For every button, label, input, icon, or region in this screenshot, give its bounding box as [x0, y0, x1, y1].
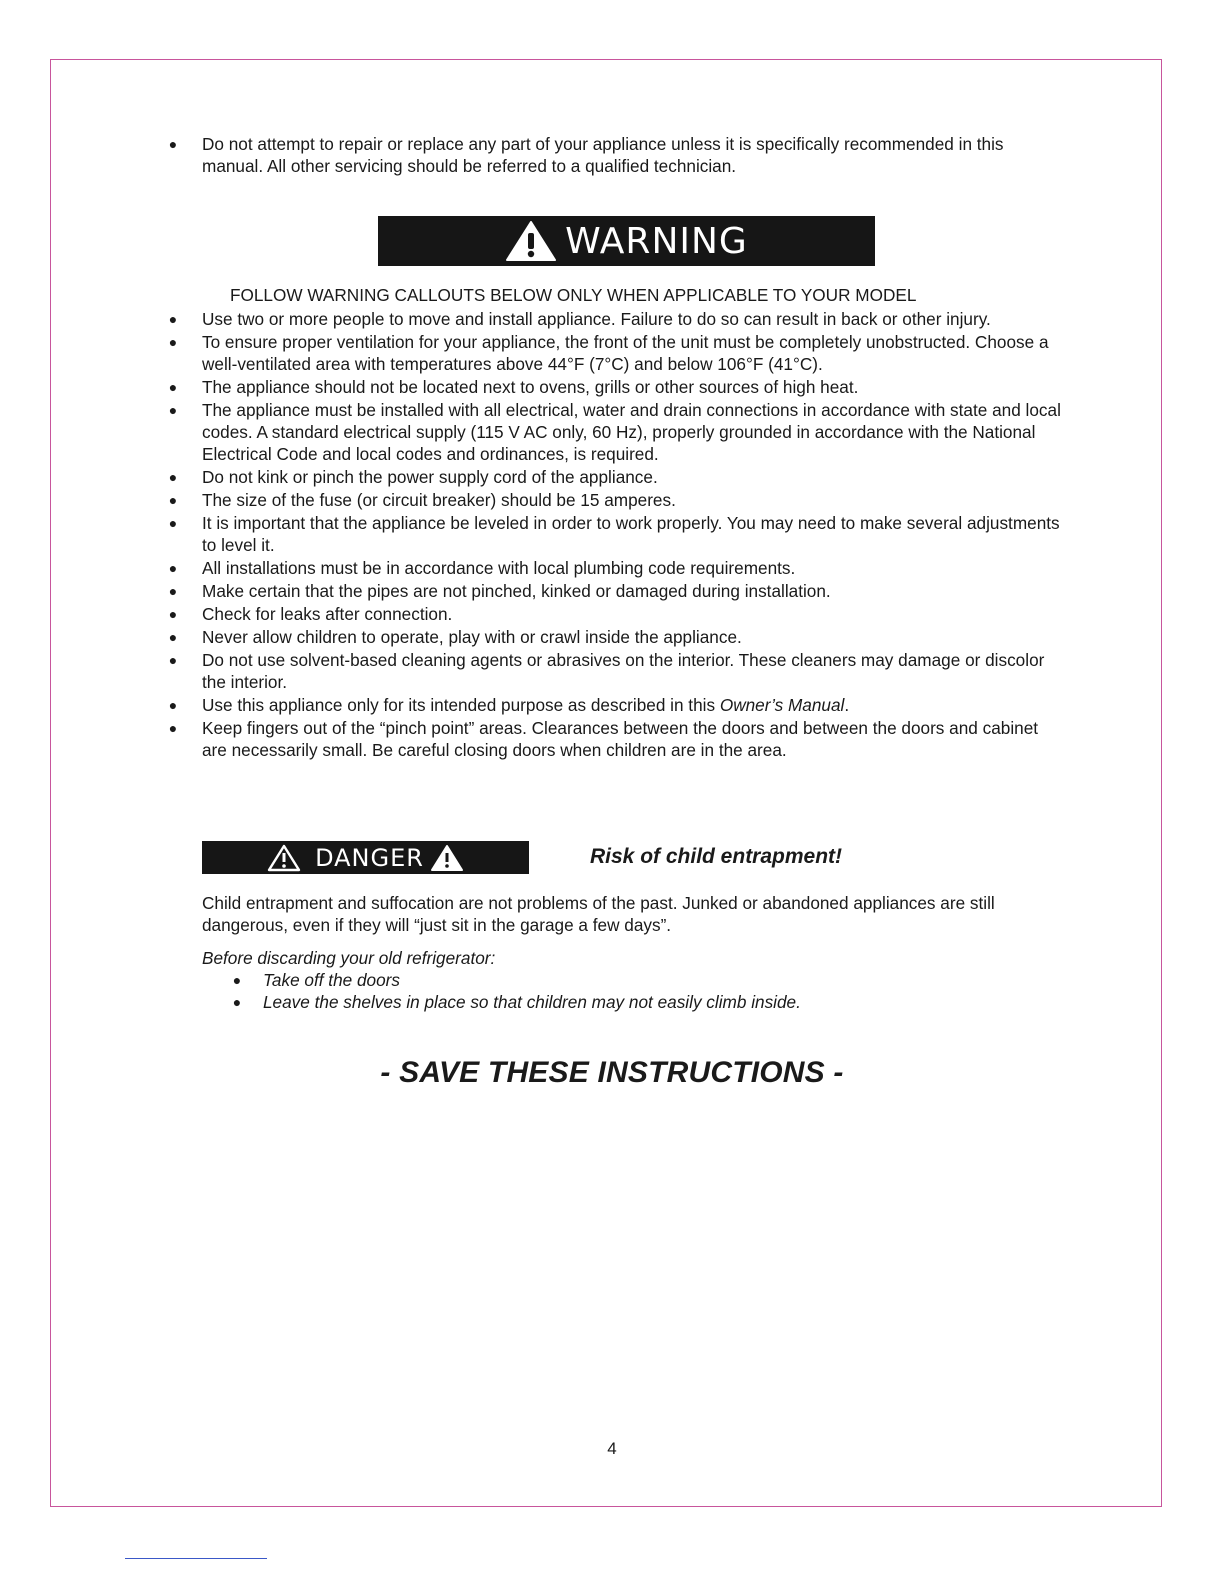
- list-item: [230, 991, 1050, 1013]
- list-item: [166, 331, 1066, 375]
- list-item: [166, 626, 1066, 648]
- list-item: [166, 717, 1066, 761]
- list-item: [166, 376, 1066, 398]
- risk-title: Risk of child entrapment!: [590, 845, 843, 868]
- warning-label: WARNING: [565, 220, 748, 262]
- warning-list: [166, 308, 1066, 762]
- bullet-icon: ●: [168, 469, 178, 485]
- bullet-icon: ●: [168, 560, 178, 576]
- list-item-text: The appliance must be installed with all electrical, water and drain connections in accordance with state and local codes. A standard electrical supply (115 V AC only, 60 Hz), properly grounded in accordance with the National Electrical Code and local codes and ordinances, is required.: [202, 400, 1061, 464]
- bullet-icon: ●: [232, 994, 242, 1010]
- list-item: [166, 603, 1066, 625]
- list-item: [166, 308, 1066, 330]
- bullet-icon: ●: [168, 379, 178, 395]
- warning-triangle-icon: [267, 844, 301, 872]
- danger-label: DANGER: [315, 843, 424, 872]
- list-item-text: It is important that the appliance be leveled in order to work properly. You may need to make several adjustments to level it.: [202, 513, 1060, 555]
- bullet-icon: ●: [168, 629, 178, 645]
- bullet-icon: ●: [168, 402, 178, 418]
- bullet-icon: ●: [168, 720, 178, 736]
- list-item: [166, 399, 1066, 465]
- list-item-text: Make certain that the pipes are not pinched, kinked or damaged during installation.: [202, 581, 831, 601]
- list-item-text: The appliance should not be located next to ovens, grills or other sources of high heat.: [202, 377, 859, 397]
- list-item-text-suffix: .: [844, 695, 850, 715]
- list-item-text: Use two or more people to move and install appliance. Failure to do so can result in back or other injury.: [202, 309, 991, 329]
- bullet-icon: ●: [232, 972, 242, 988]
- list-item-text: Do not attempt to repair or replace any part of your appliance unless it is specifically recommended in this manual. All other servicing should be referred to a qualified technician.: [202, 134, 1004, 176]
- list-item: [166, 557, 1066, 579]
- list-item: [166, 466, 1066, 488]
- list-item: [230, 969, 1050, 991]
- warning-triangle-icon: [505, 220, 557, 262]
- bullet-icon: ●: [168, 652, 178, 668]
- list-item: [166, 649, 1066, 693]
- list-item: [166, 512, 1066, 556]
- list-item-text: Never allow children to operate, play with or crawl inside the appliance.: [202, 627, 742, 647]
- bullet-icon: ●: [168, 334, 178, 350]
- bullet-icon: ●: [168, 606, 178, 622]
- list-item-text: The size of the fuse (or circuit breaker) should be 15 amperes.: [202, 490, 676, 510]
- save-instructions-title: - SAVE THESE INSTRUCTIONS -: [380, 1056, 844, 1089]
- list-item: [166, 489, 1066, 511]
- list-item-text: Do not kink or pinch the power supply cord of the appliance.: [202, 467, 658, 487]
- list-item-text: Keep fingers out of the “pinch point” areas. Clearances between the doors and between the doors and cabinet are necessarily small. Be careful closing doors when children are in the area.: [202, 718, 1039, 760]
- page-border: [50, 59, 1162, 1507]
- list-item-text: Do not use solvent-based cleaning agents or abrasives on the interior. These cleaners may damage or discolor the interior.: [202, 650, 1045, 692]
- warning-banner: [378, 216, 875, 266]
- bullet-icon: ●: [168, 136, 178, 152]
- list-item-text-prefix: Use this appliance only for its intended purpose as described in this: [202, 695, 720, 715]
- discard-title: Before discarding your old refrigerator:: [202, 948, 496, 968]
- bullet-icon: ●: [168, 492, 178, 508]
- bullet-icon: ●: [168, 311, 178, 327]
- warning-subheading: FOLLOW WARNING CALLOUTS BELOW ONLY WHEN APPLICABLE TO YOUR MODEL: [230, 285, 917, 305]
- footer-rule: [125, 1558, 267, 1559]
- page-number: 4: [607, 1439, 617, 1458]
- danger-paragraph: Child entrapment and suffocation are not problems of the past. Junked or abandoned appliances are still dangerous, even if they will “just sit in the garage a few days”.: [202, 893, 995, 935]
- list-item-text: All installations must be in accordance with local plumbing code requirements.: [202, 558, 796, 578]
- list-item-text: To ensure proper ventilation for your appliance, the front of the unit must be completely unobstructed. Choose a well-ventilated area with temperatures above 44°F (7°C) and below 106°F (41°C).: [202, 332, 1049, 374]
- warning-triangle-icon: [430, 844, 464, 872]
- list-item-text: Take off the doors: [263, 970, 400, 990]
- bullet-icon: ●: [168, 515, 178, 531]
- discard-list: [230, 969, 1050, 1013]
- intro-list: [166, 133, 1066, 177]
- manual-title: Owner’s Manual: [719, 695, 845, 715]
- danger-banner: [202, 841, 529, 874]
- list-item: [166, 133, 1066, 177]
- list-item-text: Check for leaks after connection.: [202, 604, 453, 624]
- list-item-text: Leave the shelves in place so that children may not easily climb inside.: [263, 992, 801, 1012]
- list-item: [166, 580, 1066, 602]
- list-item: [166, 694, 1066, 716]
- bullet-icon: ●: [168, 583, 178, 599]
- bullet-icon: ●: [168, 697, 178, 713]
